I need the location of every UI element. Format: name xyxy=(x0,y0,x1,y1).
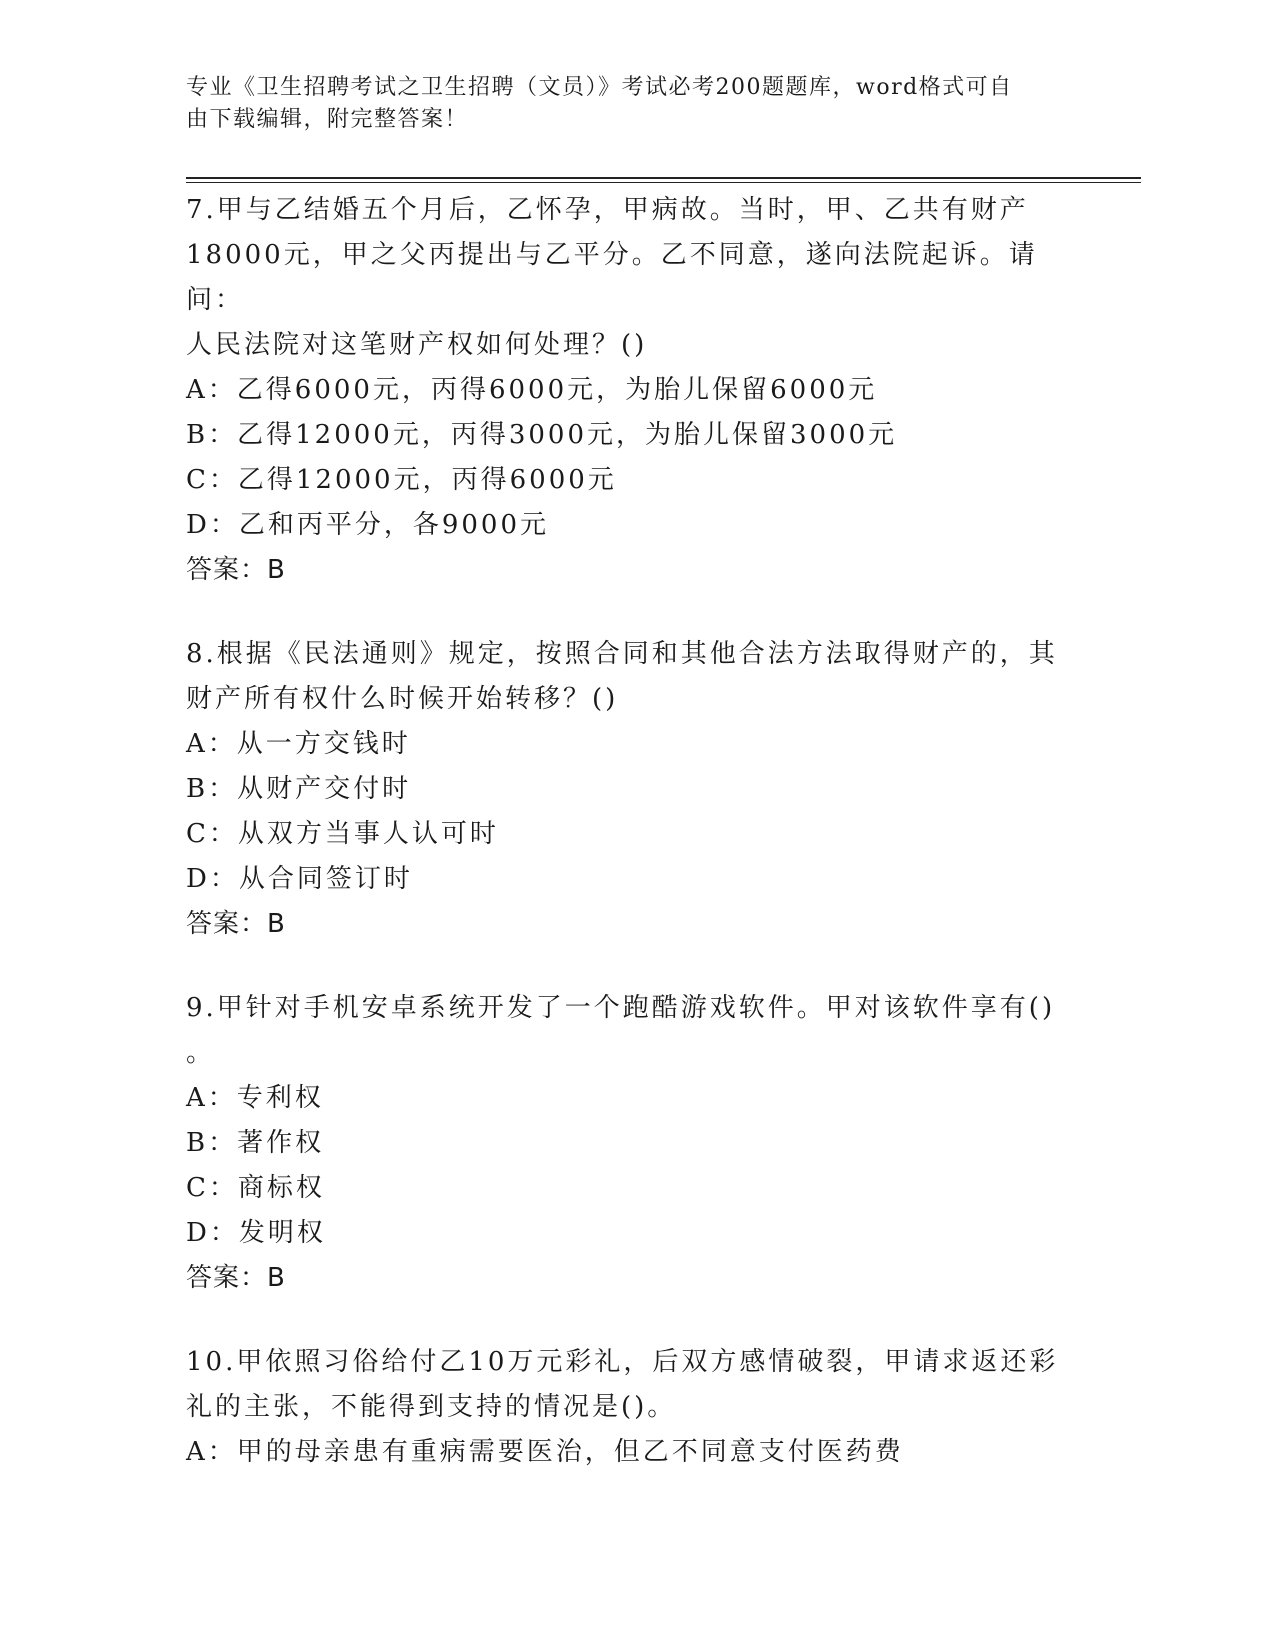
question-text: 财产所有权什么时候开始转移？() xyxy=(186,684,619,714)
option-a: A：乙得6000元，丙得6000元，为胎儿保留6000元 xyxy=(186,375,878,405)
question-text: 。 xyxy=(186,1038,216,1068)
option-b: B：著作权 xyxy=(186,1128,325,1158)
question-text: 10.甲依照习俗给付乙10万元彩礼，后双方感情破裂，甲请求返还彩 xyxy=(186,1347,1059,1377)
header-line-2: 由下载编辑，附完整答案！ xyxy=(186,107,469,132)
question-text: 18000元，甲之父丙提出与乙平分。乙不同意，遂向法院起诉。请问： xyxy=(186,240,1038,315)
option-a: A：从一方交钱时 xyxy=(186,729,411,759)
question-text: 9.甲针对手机安卓系统开发了一个跑酷游戏软件。甲对该软件享有() xyxy=(186,993,1056,1023)
question-list xyxy=(186,188,1066,1514)
question-text: 人民法院对这笔财产权如何处理？() xyxy=(186,330,648,360)
option-d: D：从合同签订时 xyxy=(186,864,413,894)
header-line-1: 专业《卫生招聘考试之卫生招聘（文员）》考试必考200题题库，word格式可自 xyxy=(186,75,1013,100)
option-d: D：发明权 xyxy=(186,1218,326,1248)
question-9 xyxy=(186,986,1066,1301)
header-rule-thick xyxy=(186,177,1141,179)
option-a: A：专利权 xyxy=(186,1083,324,1113)
option-b: B：从财产交付时 xyxy=(186,774,412,804)
document-header xyxy=(186,72,1066,136)
header-rule-thin xyxy=(186,182,1141,183)
question-10 xyxy=(186,1340,1066,1475)
option-d: D：乙和丙平分，各9000元 xyxy=(186,510,550,540)
option-b: B：乙得12000元，丙得3000元，为胎儿保留3000元 xyxy=(186,420,898,450)
option-c: C：乙得12000元，丙得6000元 xyxy=(186,465,617,495)
question-7 xyxy=(186,188,1066,593)
option-a: A：甲的母亲患有重病需要医治，但乙不同意支付医药费 xyxy=(186,1437,904,1467)
answer: 答案：B xyxy=(186,555,286,585)
question-text: 7.甲与乙结婚五个月后，乙怀孕，甲病故。当时，甲、乙共有财产 xyxy=(186,195,1029,225)
question-8 xyxy=(186,632,1066,947)
answer: 答案：B xyxy=(186,909,286,939)
question-text: 8.根据《民法通则》规定，按照合同和其他合法方法取得财产的，其 xyxy=(186,639,1058,669)
question-text: 礼的主张，不能得到支持的情况是()。 xyxy=(186,1392,677,1422)
option-c: C：商标权 xyxy=(186,1173,325,1203)
answer: 答案：B xyxy=(186,1263,286,1293)
option-c: C：从双方当事人认可时 xyxy=(186,819,499,849)
